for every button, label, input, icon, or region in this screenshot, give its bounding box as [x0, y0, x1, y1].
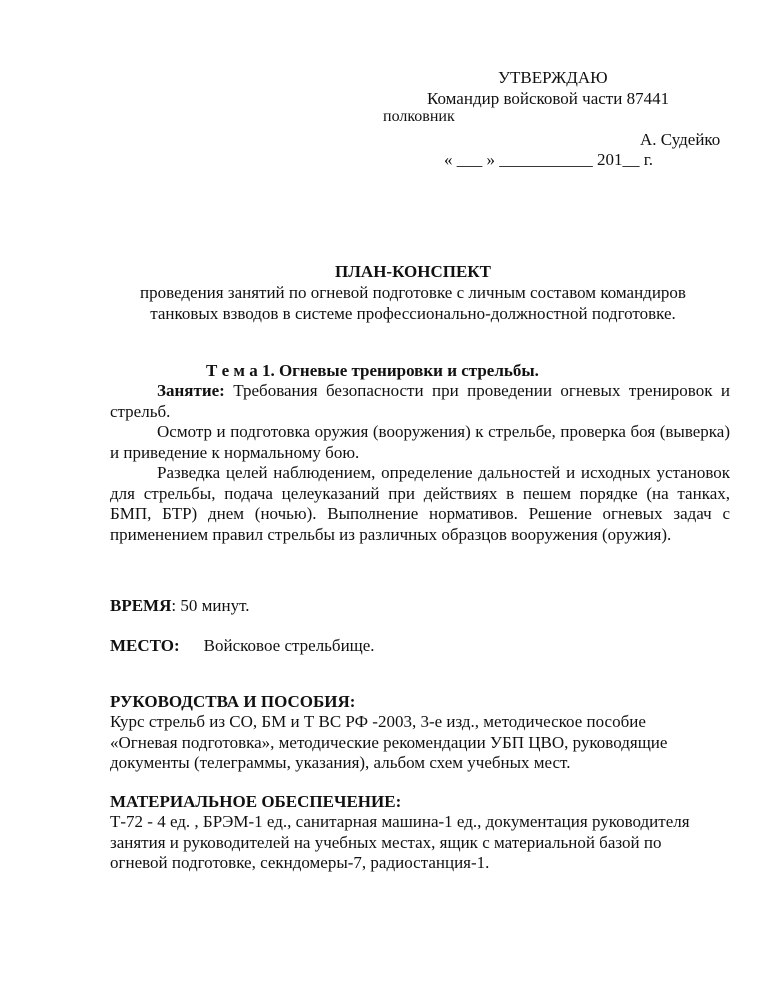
place-line: [110, 636, 375, 656]
manuals-line: документы (телеграммы, указания), альбом схем учебных мест.: [110, 753, 571, 772]
approval-title: УТВЕРЖДАЮ: [498, 68, 608, 87]
manuals-line: «Огневая подготовка», методические рекомендации УБП ЦВО, руководящие: [110, 732, 668, 752]
manuals-line: Курс стрельб из СО, БМ и Т ВС РФ -2003, 3-е изд., методическое пособие: [110, 712, 646, 731]
time-line: [110, 596, 249, 616]
lesson-text: Требования безопасности при проведении огневых тренировок и стрельб.: [110, 381, 730, 421]
approval-rank: полковник: [383, 108, 455, 125]
document-title: ПЛАН-КОНСПЕКТ: [335, 262, 491, 281]
material-line: занятия и руководителей на учебных местах, ящик с материальной базой по: [110, 832, 662, 852]
material-line: Т-72 - 4 ед. , БРЭМ-1 ед., санитарная машина-1 ед., документация руководителя: [110, 812, 690, 831]
topic-heading: Т е м а 1. Огневые тренировки и стрельбы.: [206, 361, 539, 380]
reconnaissance-paragraph: Разведка целей наблюдением, определение дальностей и исходных установок для стрельбы, подача целеуказаний при действиях в пешем порядке (на танках, БМП, БТР) днем (ночью). Выполнение нормативов. Решение огневых задач с применением правил стрельбы из различных образцов вооружения (оружия).: [110, 463, 730, 544]
material-heading: МАТЕРИАЛЬНОЕ ОБЕСПЕЧЕНИЕ:: [110, 792, 402, 811]
place-value: Войсковое стрельбище.: [203, 636, 375, 655]
approval-date-line: « ___ » ___________ 201__ г.: [444, 150, 654, 169]
material-body: [110, 812, 740, 874]
lesson-paragraph: [110, 381, 730, 422]
material-line: огневой подготовке, секндомеры-7, радиостанция-1.: [110, 853, 490, 872]
time-label: ВРЕМЯ: [110, 596, 172, 615]
time-value: : 50 минут.: [171, 596, 250, 615]
document-subtitle-line-2: танковых взводов в системе профессионально-должностной подготовке.: [150, 304, 676, 323]
approval-name: А. Судейко: [640, 130, 721, 149]
approval-position: Командир войсковой части 87441: [427, 89, 670, 108]
inspection-paragraph: Осмотр и подготовка оружия (вооружения) к стрельбе, проверка боя (выверка) и приведение к нормальному бою.: [110, 422, 730, 462]
lesson-label: Занятие:: [157, 381, 225, 400]
manuals-body: [110, 712, 740, 774]
document-subtitle-line-1: проведения занятий по огневой подготовке с личным составом командиров: [140, 283, 686, 302]
manuals-heading: РУКОВОДСТВА И ПОСОБИЯ:: [110, 692, 356, 711]
place-label: МЕСТО:: [110, 636, 180, 655]
